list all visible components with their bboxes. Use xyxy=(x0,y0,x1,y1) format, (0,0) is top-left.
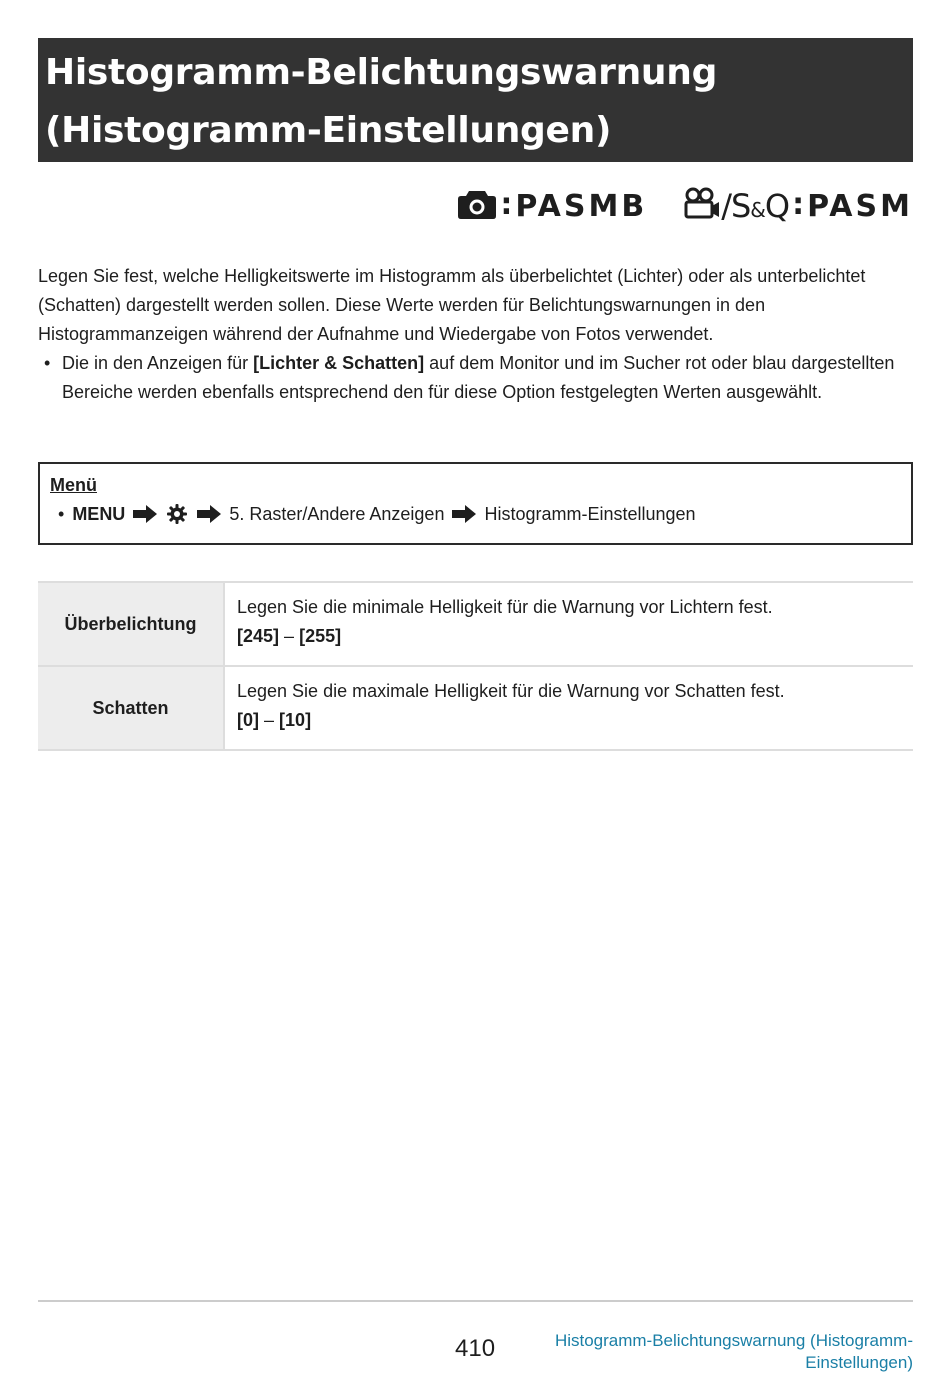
intro-paragraph: Legen Sie fest, welche Helligkeitswerte im Histogramm als überbelichtet (Lichter) oder als unterbelichtet (Schatten) dargestellt werden sollen. Diese Werte werden für Belichtungswarnungen in den Histogrammanzeigen während der Aufnahme und Wiedergabe von Fotos verwendet. xyxy=(38,266,866,344)
video-mode-letters: PASM xyxy=(807,188,913,224)
range-min: [245] xyxy=(237,626,280,646)
menu-step-2: Histogramm-Einstellungen xyxy=(484,504,696,524)
bullet-text-bold: [Lichter & Schatten] xyxy=(253,353,425,373)
menu-bullet-dot: • xyxy=(58,504,65,524)
gear-icon xyxy=(167,504,187,524)
range-dash: – xyxy=(284,626,295,646)
bullet-text-pre: Die in den Anzeigen für xyxy=(62,353,254,373)
options-table xyxy=(38,581,913,751)
option-description: Legen Sie die maximale Helligkeit für die Warnung vor Schatten fest. xyxy=(237,681,785,701)
footer-section-link[interactable]: Histogramm-Belichtungswarnung (Histogramm-Einstellungen) xyxy=(554,1331,913,1372)
sq-amp: & xyxy=(750,198,765,222)
bullet-dot: • xyxy=(44,353,51,373)
page-title-line-2: (Histogramm-Einstellungen) xyxy=(45,110,612,151)
range-dash: – xyxy=(264,710,275,730)
option-name: Schatten xyxy=(38,666,224,750)
footer-divider xyxy=(38,1300,913,1302)
menu-step-1: 5. Raster/Andere Anzeigen xyxy=(229,504,445,524)
range-max: [255] xyxy=(299,626,342,646)
intro-section xyxy=(38,262,898,407)
option-description-cell xyxy=(224,666,913,750)
option-description-cell xyxy=(224,582,913,666)
menu-path-box xyxy=(38,462,913,545)
photo-mode-letters: PASMB xyxy=(515,188,648,224)
table-row xyxy=(38,666,913,750)
camera-icon xyxy=(457,188,497,225)
bullet-text xyxy=(62,349,898,407)
photo-mode-separator: : xyxy=(500,186,513,222)
arrow-right-icon xyxy=(197,505,221,523)
arrow-right-icon xyxy=(452,505,476,523)
menu-label: Menü xyxy=(50,475,97,495)
option-name: Überbelichtung xyxy=(38,582,224,666)
shooting-modes xyxy=(457,186,913,226)
page-title-line-1: Histogramm-Belichtungswarnung xyxy=(45,52,718,93)
page-title-banner xyxy=(38,38,913,162)
movie-camera-icon xyxy=(683,187,721,226)
video-modes-group xyxy=(683,187,913,226)
photo-modes-group xyxy=(457,188,647,225)
menu-path xyxy=(50,500,901,528)
range-min: [0] xyxy=(237,710,259,730)
bullet-text-post: auf dem Monitor und im Sucher rot oder blau dargestellten Bereiche werden ebenfalls entsprechend den für diese Option festgelegten Werten ausgewählt. xyxy=(62,353,895,402)
table-row xyxy=(38,582,913,666)
intro-bullet xyxy=(38,349,898,407)
option-range xyxy=(237,706,901,735)
sq-q: Q xyxy=(764,187,790,225)
option-description: Legen Sie die minimale Helligkeit für die Warnung vor Lichtern fest. xyxy=(237,597,773,617)
option-range xyxy=(237,622,901,651)
video-mode-separator: : xyxy=(792,186,805,222)
sq-s: S xyxy=(730,187,751,225)
sq-mode-label: /S&Q xyxy=(721,187,790,225)
arrow-right-icon xyxy=(133,505,157,523)
range-max: [10] xyxy=(279,710,312,730)
menu-root: MENU xyxy=(72,504,126,524)
page-number: 410 xyxy=(455,1335,496,1362)
